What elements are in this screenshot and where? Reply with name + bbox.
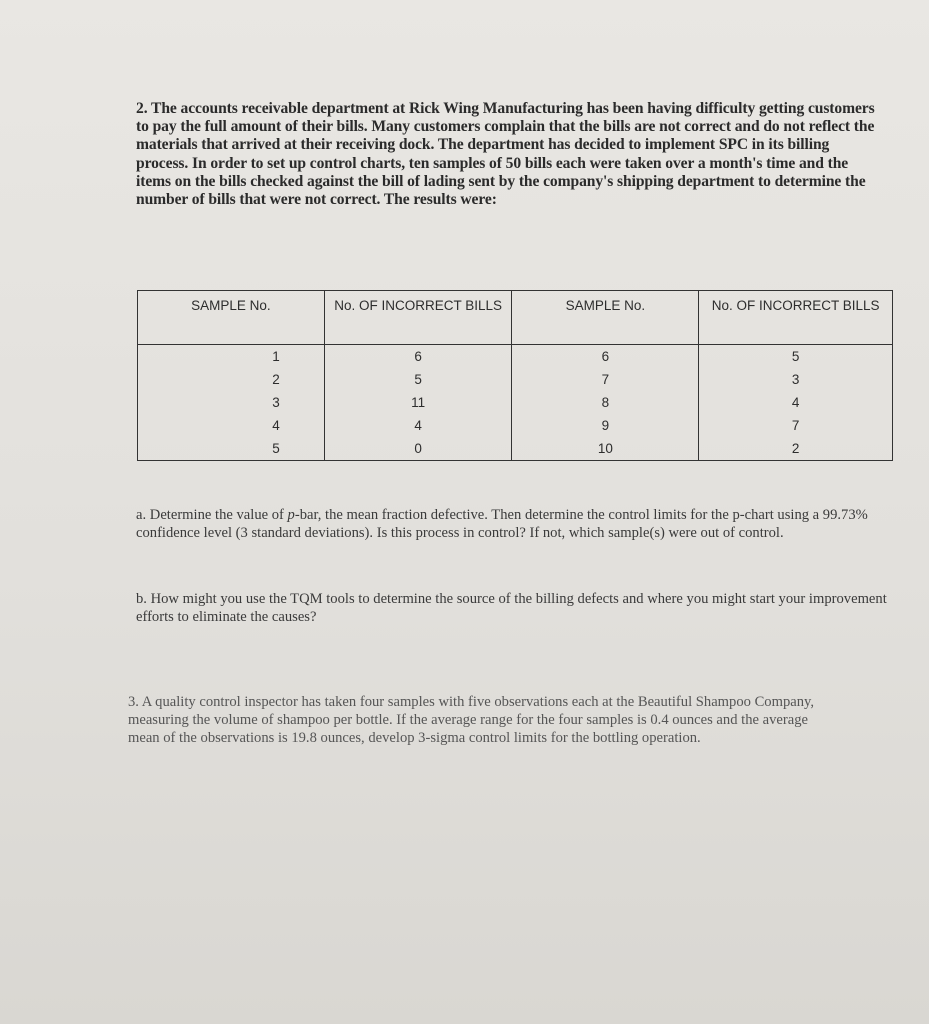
incorrect-bills-cell: 11 [324, 391, 512, 414]
incorrect-bills-cell: 5 [699, 345, 893, 369]
header-incorrect-bills-1: No. OF INCORRECT BILLS [324, 291, 512, 345]
part-a-prefix: a. Determine the value of [136, 507, 288, 523]
header-sample-no-2: SAMPLE No. [512, 291, 699, 345]
table-row [138, 345, 893, 369]
incorrect-bills-table [137, 290, 893, 461]
table-header-row [138, 291, 893, 345]
incorrect-bills-cell: 3 [699, 368, 893, 391]
incorrect-bills-cell: 4 [699, 391, 893, 414]
question-3-text: 3. A quality control inspector has taken four samples with five observations each at the Beautiful Shampoo Company, measuring the volume of shampoo per bottle. If the average range for the four samples is 0.4 ounces and the average mean of the observations is 19.8 ounces, develop 3-sigma control limits for the bottling operation. [128, 694, 815, 747]
part-a-text: -bar, the mean fraction defective. Then determine the control limits for the p-chart using a 99.73% confidence level (3 standard deviations). Is this process in control? If not, which sample(s) were out of control. [136, 507, 868, 542]
question-2-intro: 2. The accounts receivable department at Rick Wing Manufacturing has been having difficulty getting customers to pay the full amount of their bills. Many customers complain that the bills are not correct and do not reflect the materials that arrived at their receiving dock. The department has decided to implement SPC in its billing process. In order to set up control charts, ten samples of 50 bills each were taken over a month's time and the items on the bills checked against the bill of lading sent by the company's shipping department to determine the number of bills that were not correct. The results were: [136, 100, 875, 209]
incorrect-bills-cell: 6 [324, 345, 512, 369]
sample-no-cell: 5 [138, 437, 325, 461]
header-sample-no-1: SAMPLE No. [138, 291, 325, 345]
question-2-part-a [136, 506, 896, 542]
sample-no-cell: 8 [512, 391, 699, 414]
incorrect-bills-cell: 4 [324, 414, 512, 437]
table-row [138, 437, 893, 461]
sample-no-cell: 10 [512, 437, 699, 461]
table-row [138, 391, 893, 414]
incorrect-bills-cell: 5 [324, 368, 512, 391]
sample-no-cell: 6 [512, 345, 699, 369]
sample-no-cell: 4 [138, 414, 325, 437]
incorrect-bills-cell: 0 [324, 437, 512, 461]
sample-no-cell: 2 [138, 368, 325, 391]
table-row [138, 368, 893, 391]
table-row [138, 414, 893, 437]
sample-no-cell: 3 [138, 391, 325, 414]
sample-no-cell: 1 [138, 345, 325, 369]
incorrect-bills-cell: 7 [699, 414, 893, 437]
header-incorrect-bills-2: No. OF INCORRECT BILLS [699, 291, 893, 345]
incorrect-bills-cell: 2 [699, 437, 893, 461]
sample-no-cell: 7 [512, 368, 699, 391]
p-bar-symbol: p [287, 507, 295, 523]
question-2-part-b: b. How might you use the TQM tools to determine the source of the billing defects and where you might start your improvement efforts to eliminate the causes? [136, 591, 887, 626]
sample-no-cell: 9 [512, 414, 699, 437]
